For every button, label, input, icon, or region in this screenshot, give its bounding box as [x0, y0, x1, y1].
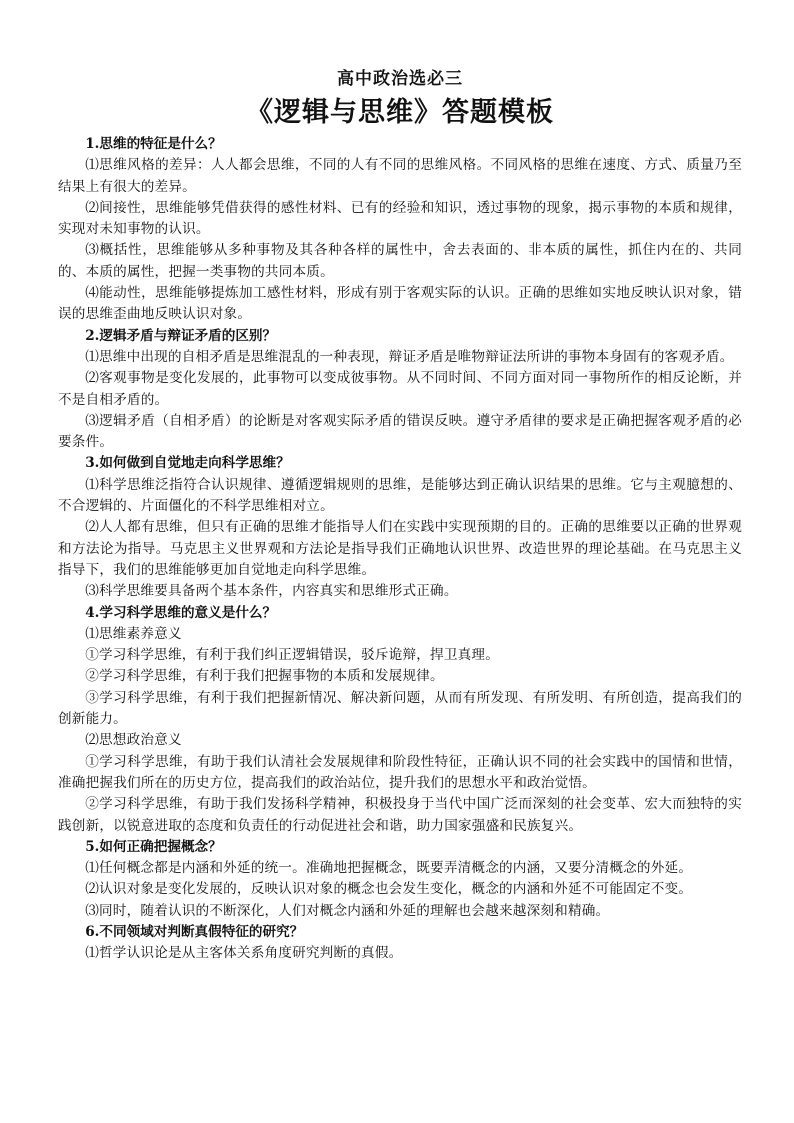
paragraph: ⑶概括性，思维能够从多种事物及其各种各样的属性中，舍去表面的、非本质的属性，抓住内在的、共同的、本质的属性，把握一类事物的共同本质。 — [58, 242, 742, 280]
paragraph: ⑶逻辑矛盾（自相矛盾）的论断是对客观实际矛盾的错误反映。遵守矛盾律的要求是正确把握客观矛盾的必要条件。 — [58, 412, 742, 451]
subheading: ⑴思维素养意义 — [85, 625, 182, 642]
paragraph: ⑴科学思维泛指符合认识规律、遵循逻辑规则的思维，是能够达到正确认识结果的思维。它与主观臆想的、不合逻辑的、片面僵化的不科学思维相对立。 — [58, 476, 742, 515]
paragraph: ⑵客观事物是变化发展的，此事物可以变成彼事物。从不同时间、不同方面对同一事物所作的相反论断，并不是自相矛盾的。 — [58, 370, 742, 408]
paragraph: ⑴任何概念都是内涵和外延的统一。准确地把握概念，既要弄清概念的内涵，又要分清概念的外延。 — [85, 860, 693, 877]
list-item: ③学习科学思维，有利于我们把握新情况、解决新问题，从而有所发现、有所发明、有所创造，提高我们的创新能力。 — [58, 689, 742, 728]
subheading: ⑵思想政治意义 — [85, 732, 182, 749]
document-title: 《逻辑与思维》答题模板 — [246, 97, 554, 128]
paragraph: ⑴哲学认识论是从主客体关系角度研究判断的真假。 — [85, 945, 403, 962]
paragraph: ⑵人人都有思维，但只有正确的思维才能指导人们在实践中实现预期的目的。正确的思维要以正确的世界观和方法论为指导。马克思主义世界观和方法论是指导我们正确地认识世界、改造世界的理论基础。在马克思主义指导下，我们的思维能够更加自觉地走向科学思维。 — [58, 519, 742, 578]
question-6: 6.不同领域对判断真假特征的研究？ — [85, 923, 304, 940]
list-item: ②学习科学思维，有利于我们把握事物的本质和发展规律。 — [85, 668, 444, 685]
question-4: 4.学习科学思维的意义是什么？ — [85, 604, 277, 621]
list-item: ②学习科学思维，有助于我们发扬科学精神，积极投身于当代中国广泛而深刻的社会变革、宏大而独特的实践创新，以锐意进取的态度和负责任的行动促进社会和谐，助力国家强盛和民族复兴。 — [58, 796, 742, 834]
paragraph: ⑵间接性，思维能够凭借获得的感性材料、已有的经验和知识，透过事物的现象，揭示事物的本质和规律，实现对未知事物的认识。 — [58, 199, 742, 238]
document-subtitle: 高中政治选必三 — [337, 69, 463, 89]
question-5: 5.如何正确把握概念？ — [85, 838, 222, 855]
paragraph: ⑵认识对象是变化发展的，反映认识对象的概念也会发生变化，概念的内涵和外延不可能固定不变。 — [85, 881, 693, 898]
paragraph: ⑴思维风格的差异：人人都会思维，不同的人有不同的思维风格。不同风格的思维在速度、方式、质量乃至结果上有很大的差异。 — [58, 157, 742, 195]
question-2: 2.逻辑矛盾与辩证矛盾的区别？ — [85, 327, 277, 344]
question-3: 3.如何做到自觉地走向科学思维？ — [85, 455, 290, 472]
list-item: ①学习科学思维，有利于我们纠正逻辑错误，驳斥诡辩，捍卫真理。 — [85, 647, 499, 664]
paragraph: ⑶同时，随着认识的不断深化，人们对概念内涵和外延的理解也会越来越深刻和精确。 — [85, 902, 610, 919]
paragraph: ⑷能动性，思维能够提炼加工感性材料，形成有别于客观实际的认识。正确的思维如实地反映认识对象，错误的思维歪曲地反映认识对象。 — [58, 285, 742, 323]
paragraph: ⑴思维中出现的自相矛盾是思维混乱的一种表现，辩证矛盾是唯物辩证法所讲的事物本身固有的客观矛盾。 — [85, 348, 734, 365]
document-page — [58, 66, 742, 965]
paragraph: ⑶科学思维要具备两个基本条件，内容真实和思维形式正确。 — [85, 583, 458, 600]
list-item: ①学习科学思维，有助于我们认清社会发展规律和阶段性特征，正确认识不同的社会实践中的国情和世情，准确把握我们所在的历史方位，提高我们的政治站位，提升我们的思想水平和政治觉悟。 — [58, 753, 742, 791]
question-1: 1.思维的特征是什么？ — [85, 136, 222, 152]
